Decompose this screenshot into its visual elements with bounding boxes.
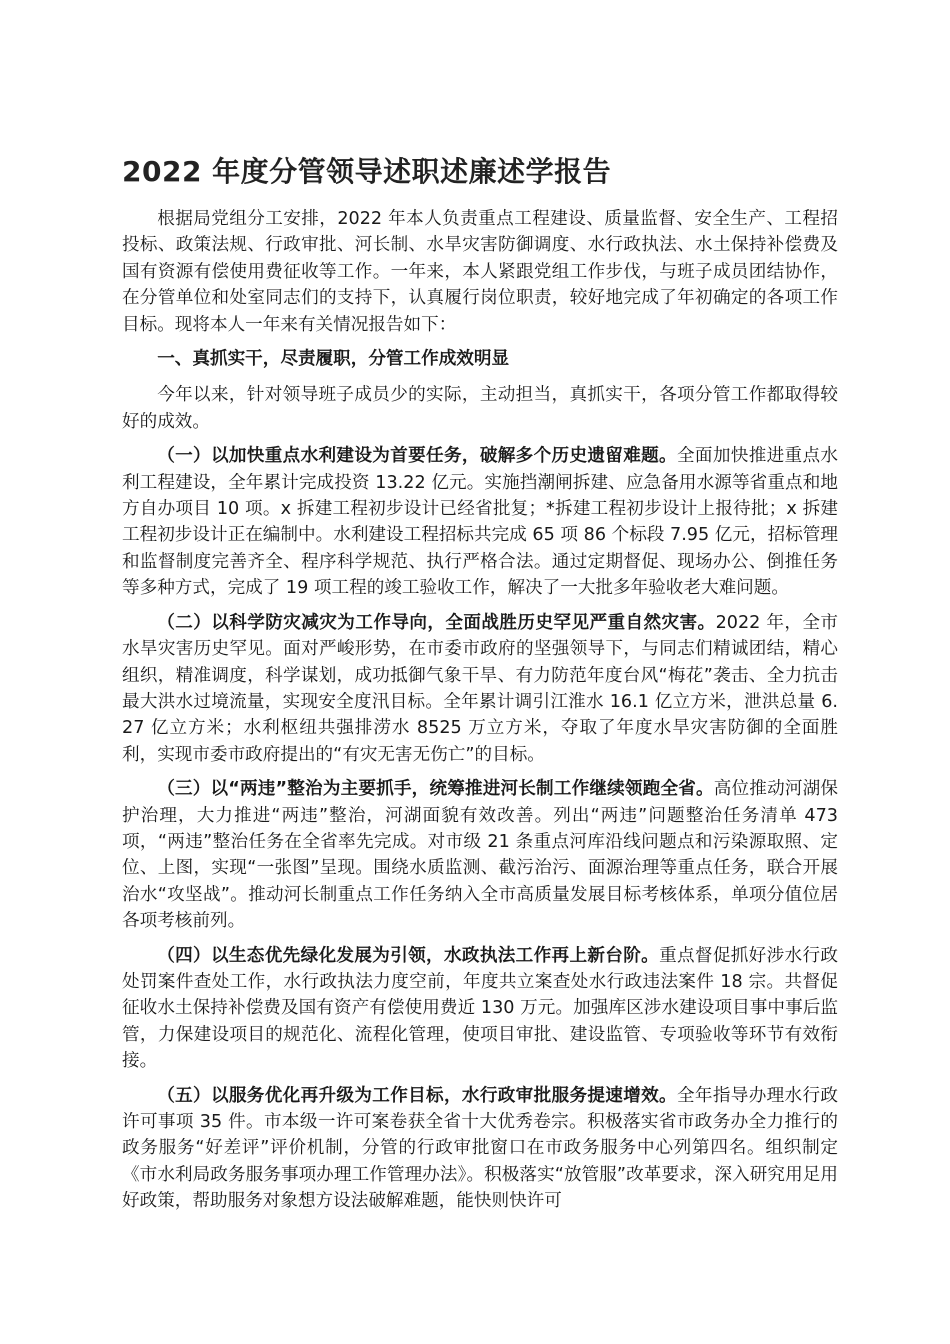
item-lead: （四）以生态优先绿化发展为引领，水政执法工作再上新台阶。 bbox=[157, 945, 660, 966]
item-paragraph-1 bbox=[122, 443, 838, 601]
item-body: 全面加快推进重点水利工程建设，全年累计完成投资 13.22 亿元。实施挡潮闸拆建、应急备用水源等省重点和地方自办项目 10 项。x 拆建工程初步设计已经省批复；*拆建工程初步设计上报待批；x 拆建工程初步设计正在编制中。水利建设工程招标共完成 65 项 86 个标段 7.95 亿元，招标管理和监督制度完善齐全、程序科学规范、执行严格合法。通过定期督促、现场办公、倒推任务等多种方式，完成了 19 项工程的竣工验收工作，解决了一大批多年验收老大难问题。 bbox=[122, 446, 838, 599]
item-body: 高位推动河湖保护治理，大力推进“两违”整治，河湖面貌有效改善。列出“两违”问题整治任务清单 473 项，“两违”整治任务在全省率先完成。对市级 21 条重点河库沿线问题点和污染源取照、定位、上图，实现“一张图”呈现。围绕水质监测、截污治污、面源治理等重点任务，联合开展治水“攻坚战”。推动河长制重点工作任务纳入全市高质量发展目标考核体系，单项分值位居各项考核前列。 bbox=[122, 779, 838, 932]
item-body: 全年指导办理水行政许可事项 35 件。市本级一许可案卷获全省十大优秀卷宗。积极落实省市政务办全力推行的政务服务“好差评”评价机制，分管的行政审批窗口在市政务服务中心列第四名。组织制定《市水利局政务服务事项办理工作管理办法》。积极落实“放管服”改革要求，深入研究用足用好政策，帮助服务对象想方设法破解难题，能快则快许可 bbox=[122, 1085, 838, 1212]
item-lead: （五）以服务优化再升级为工作目标，水行政审批服务提速增效。 bbox=[157, 1085, 677, 1106]
item-body: 重点督促抓好涉水行政处罚案件查处工作，水行政执法力度空前，年度共立案查处水行政违法案件 18 宗。共督促征收水土保持补偿费及国有资产有偿使用费近 130 万元。加强库区涉水建设项目事中事后监管，力保建设项目的规范化、流程化管理，使项目审批、建设监管、专项验收等环节有效衔接。 bbox=[122, 945, 838, 1072]
item-body: 2022 年，全市水旱灾害历史罕见。面对严峻形势，在市委市政府的坚强领导下，与同志们精诚团结，精心组织，精准调度，科学谋划，成功抵御气象干旱、有力防范年度台风“梅花”袭击、全力抗击最大洪水过境流量，实现安全度汛目标。全年累计调引江淮水 16.1 亿立方米，泄洪总量 6.27 亿立方米；水利枢纽共强排涝水 8525 万立方米，夺取了年度水旱灾害防御的全面胜利，实现市委市政府提出的“有灾无害无伤亡”的目标。 bbox=[122, 612, 838, 765]
item-paragraph-4 bbox=[122, 943, 838, 1075]
section-intro-paragraph: 今年以来，针对领导班子成员少的实际，主动担当，真抓实干，各项分管工作都取得较好的成效。 bbox=[122, 385, 838, 432]
item-lead: （三）以“两违”整治为主要抓手，统筹推进河长制工作继续领跑全省。 bbox=[157, 779, 714, 800]
page-title: 2022 年度分管领导述职述廉述学报告 bbox=[122, 155, 612, 188]
item-paragraph-5 bbox=[122, 1083, 838, 1215]
item-paragraph-3 bbox=[122, 776, 838, 934]
item-paragraph-2 bbox=[122, 610, 838, 768]
intro-paragraph: 根据局党组分工安排，2022 年本人负责重点工程建设、质量监督、安全生产、工程招投标、政策法规、行政审批、河长制、水旱灾害防御调度、水行政执法、水土保持补偿费及国有资源有偿使用费征收等工作。一年来，本人紧跟党组工作步伐，与班子成员团结协作，在分管单位和处室同志们的支持下，认真履行岗位职责，较好地完成了年初确定的各项工作目标。现将本人一年来有关情况报告如下： bbox=[122, 209, 838, 335]
document-page bbox=[122, 150, 838, 1223]
item-lead: （二）以科学防灾减灾为工作导向，全面战胜历史罕见严重自然灾害。 bbox=[157, 612, 716, 633]
item-lead: （一）以加快重点水利建设为首要任务，破解多个历史遗留难题。 bbox=[157, 446, 677, 467]
section-heading: 一、真抓实干，尽责履职，分管工作成效明显 bbox=[157, 349, 510, 370]
